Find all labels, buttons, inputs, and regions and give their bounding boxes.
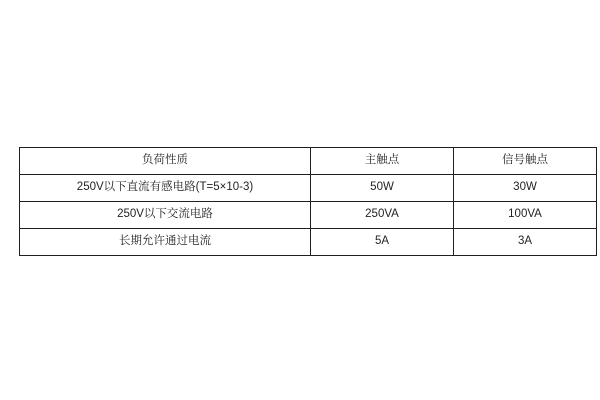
table-header-cell-signal-contact: 信号触点 <box>454 148 597 175</box>
table-cell-load-nature: 250V以下交流电路 <box>20 202 311 229</box>
table-row <box>20 175 597 202</box>
table-cell-load-nature: 250V以下直流有感电路(T=5×10-3) <box>20 175 311 202</box>
table-cell-signal-contact: 100VA <box>454 202 597 229</box>
table-header-cell-load-nature: 负荷性质 <box>20 148 311 175</box>
table-cell-main-contact: 250VA <box>311 202 454 229</box>
table-cell-main-contact: 5A <box>311 229 454 256</box>
contact-load-spec-table <box>19 147 597 256</box>
table-cell-main-contact: 50W <box>311 175 454 202</box>
table-cell-load-nature: 长期允许通过电流 <box>20 229 311 256</box>
table-row <box>20 229 597 256</box>
table-header-row <box>20 148 597 175</box>
table-cell-signal-contact: 3A <box>454 229 597 256</box>
table-row <box>20 202 597 229</box>
table-header-cell-main-contact: 主触点 <box>311 148 454 175</box>
spec-table-wrapper <box>19 147 581 256</box>
table-cell-signal-contact: 30W <box>454 175 597 202</box>
